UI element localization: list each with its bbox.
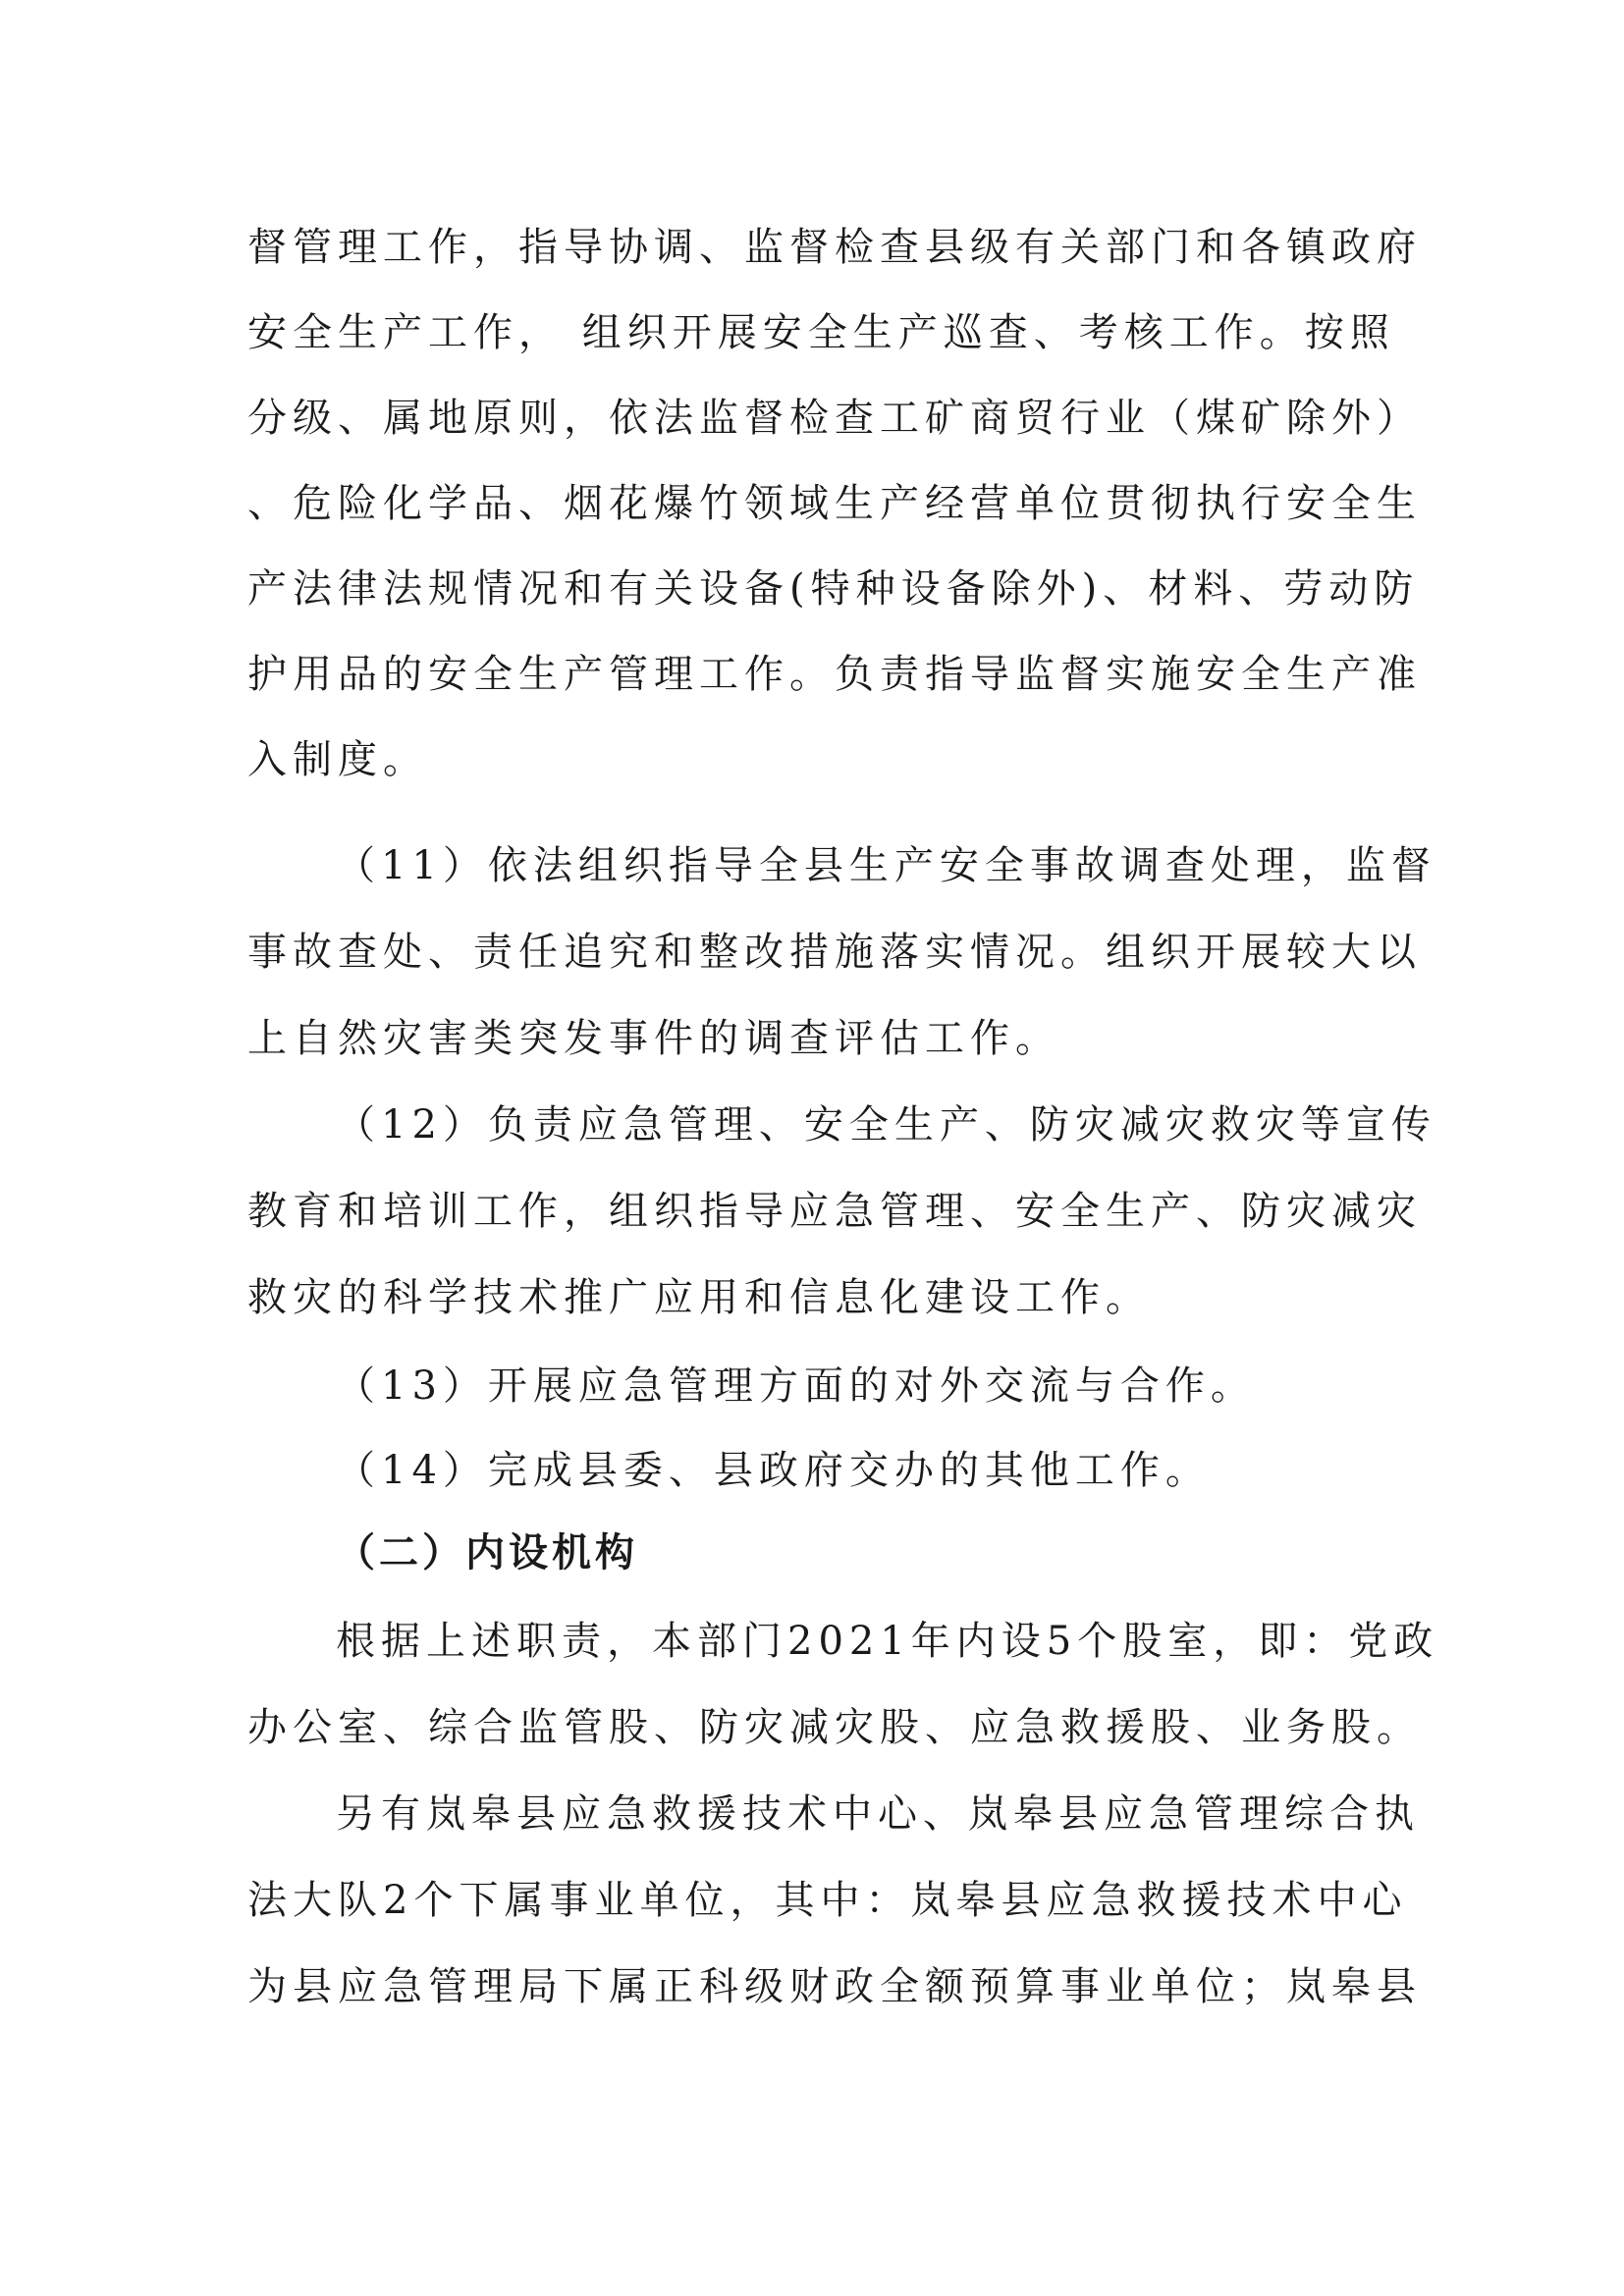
text-line: 教育和培训工作，组织指导应急管理、安全生产、防灾减灾 xyxy=(247,1189,1422,1234)
paragraph-item-14: （14）完成县委、县政府交办的其他工作。 xyxy=(336,1448,1211,1493)
text-line: 督管理工作，指导协调、监督检查县级有关部门和各镇政府 xyxy=(247,225,1422,270)
paragraph-item-13: （13）开展应急管理方面的对外交流与合作。 xyxy=(336,1363,1256,1409)
text-line: 事故查处、责任追究和整改措施落实情况。组织开展较大以 xyxy=(247,930,1422,975)
paragraph-start-departments: 根据上述职责，本部门2021年内设5个股室，即：党政 xyxy=(336,1619,1439,1664)
paragraph-start-item-11: （11）依法组织指导全县生产安全事故调查处理，监督 xyxy=(336,843,1436,888)
text-line: 法大队2个下属事业单位，其中：岚皋县应急救援技术中心 xyxy=(247,1878,1408,1923)
text-line: 安全生产工作， 组织开展安全生产巡查、考核工作。按照 xyxy=(247,310,1395,355)
text-line: 护用品的安全生产管理工作。负责指导监督实施安全生产准 xyxy=(247,652,1422,697)
text-line: 救灾的科学技术推广应用和信息化建设工作。 xyxy=(247,1275,1151,1320)
text-line: 入制度。 xyxy=(247,737,428,782)
text-line: 办公室、综合监管股、防灾减灾股、应急救援股、业务股。 xyxy=(247,1705,1422,1750)
paragraph-start-subunits: 另有岚皋县应急救援技术中心、岚皋县应急管理综合执 xyxy=(336,1791,1420,1837)
text-line: 上自然灾害类突发事件的调查评估工作。 xyxy=(247,1016,1060,1061)
text-line: 产法律法规情况和有关设备(特种设备除外)、材料、劳动防 xyxy=(247,566,1420,612)
text-line: 为县应急管理局下属正科级财政全额预算事业单位；岚皋县 xyxy=(247,1964,1422,2009)
text-line: 、危险化学品、烟花爆竹领域生产经营单位贯彻执行安全生 xyxy=(247,481,1422,526)
section-heading: （二）内设机构 xyxy=(336,1529,638,1575)
paragraph-start-item-12: （12）负责应急管理、安全生产、防灾减灾救灾等宣传 xyxy=(336,1102,1436,1148)
text-line: 分级、属地原则，依法监督检查工矿商贸行业（煤矿除外） xyxy=(247,396,1422,441)
